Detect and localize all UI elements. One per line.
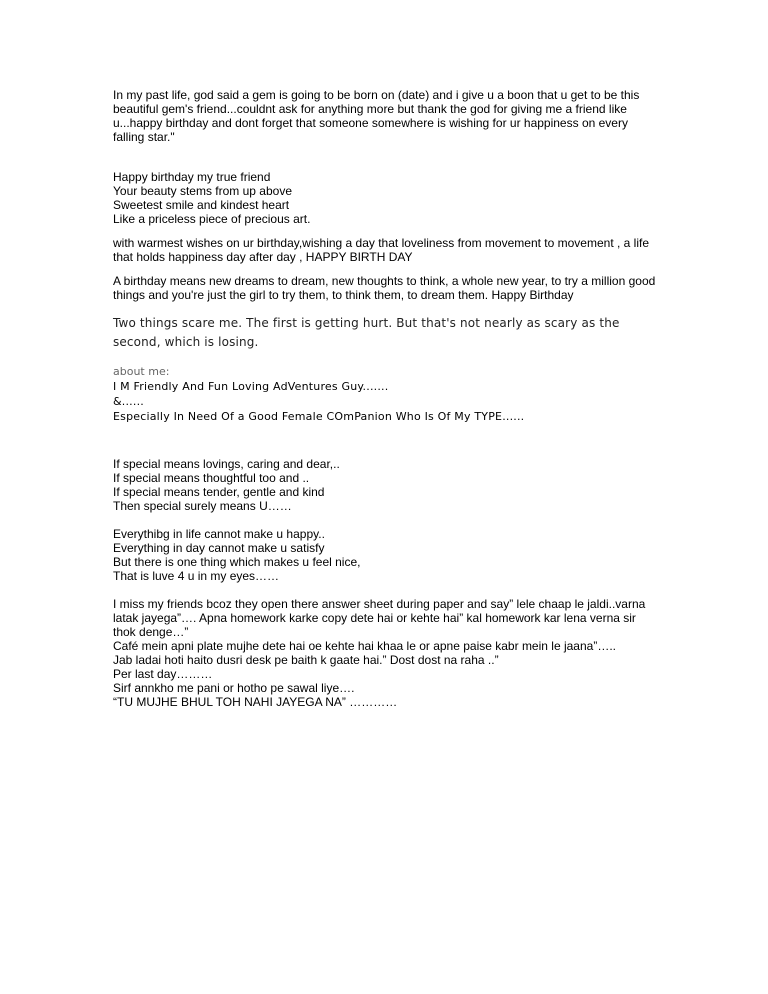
miss-my-friends-paragraph: I miss my friends bcoz they open there answer sheet during paper and say” lele chaap le jaldi..varna latak jayega”…. Apna homework karke copy dete hai or kehte hai” kal homework kar lena verna sir thok denge…” Café mein apni plate mujhe dete hai oe kehte hai khaa le or apne paise kabr mein le jaana”….. Jab ladai hoti haito dusri desk pe baith k gaate hai.” Dost dost na raha ..” Per last day……… Sirf annkho me pani or hotho pe sawal liye…. “TU MUJHE BHUL TOH NAHI JAYEGA NA” ………… (113, 597, 646, 709)
birthday-gem-paragraph: In my past life, god said a gem is going to be born on (date) and i give u a boon that u get to be this beautiful gem's friend...couldnt ask for anything more but thank the god for giving me a friend like u...happy birthday and dont forget that someone somewhere is wishing for ur happiness on every falling star." (113, 88, 640, 144)
birthday-poem: Happy birthday my true friend Your beauty stems from up above Sweetest smile and kindest heart Like a priceless piece of precious art. (113, 170, 311, 226)
two-things-scare-quote: Two things scare me. The first is getting hurt. But that's not nearly as scary as the second, which is losing. (113, 316, 620, 349)
warmest-wishes-paragraph: with warmest wishes on ur birthday,wishing a day that loveliness from movement to movement , a life that holds happiness day after day , HAPPY BIRTH DAY (113, 236, 650, 264)
new-dreams-paragraph: A birthday means new dreams to dream, new thoughts to think, a whole new year, to try a million good things and you're just the girl to try them, to think them, to dream them. Happy Birthday (113, 274, 656, 302)
about-me-text: I M Friendly And Fun Loving AdVentures Guy....... &...... Especially In Need Of a Good Female COmPanion Who Is Of My TYPE...... (113, 380, 525, 423)
about-me-heading: about me: (113, 365, 170, 378)
everything-in-life-poem: Everythibg in life cannot make u happy.. Everything in day cannot make u satisfy But there is one thing which makes u feel nice, That is luve 4 u in my eyes…… (113, 527, 361, 583)
document-body (113, 88, 658, 709)
special-means-poem: If special means lovings, caring and dear,.. If special means thoughtful too and .. If special means tender, gentle and kind Then special surely means U…… (113, 457, 340, 513)
